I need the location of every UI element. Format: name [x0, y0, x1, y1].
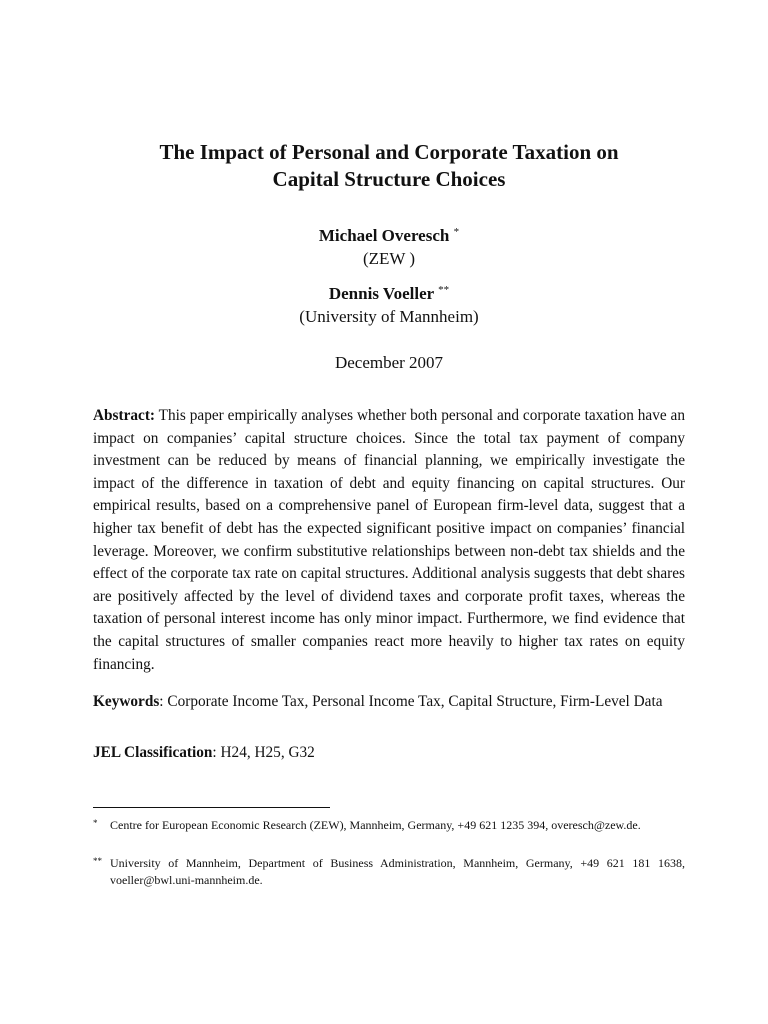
abstract-text: This paper empirically analyses whether both personal and corporate taxation have an impact on companies’ capital structure choices. Since the total tax payment of company investment can be reduced by means of financial planning, we empirically investigate the impact of the difference in taxation of debt and equity financing on capital structures. Our empirical results, based on a comprehensive panel of European firm-level data, suggest that a higher tax benefit of debt has the expected significant positive impact on companies’ financial leverage. Moreover, we confirm substitutive relationships between non-debt tax shields and the effect of the corporate tax rate on capital structures. Additional analysis suggests that debt shares are positively affected by the level of dividend taxes and corporate profit taxes, whereas the taxation of personal interest income has only minor impact. Furthermore, we find evidence that the capital structures of smaller companies react more heavily to higher tax rates on equity financing.	[93, 407, 685, 673]
paper-title	[90, 139, 688, 193]
author-footnote-mark-2: **	[438, 284, 450, 296]
keywords	[93, 693, 685, 712]
footnote-divider	[93, 807, 330, 808]
paper-title-line-2: Capital Structure Choices	[272, 167, 506, 191]
abstract-label: Abstract:	[93, 407, 156, 424]
author-name-2	[90, 279, 688, 305]
author-block-1	[90, 221, 688, 270]
footnote-2-text: University of Mannheim, Department of Business Administration, Mannheim, Germany, +49 621 181 1638, voeller@bwl.uni-mannheim.de.	[110, 856, 685, 887]
paper-title-line-1: The Impact of Personal and Corporate Taxation on	[159, 140, 619, 164]
jel-text: : H24, H25, G32	[212, 744, 315, 761]
keywords-label: Keywords	[93, 693, 160, 710]
author-affiliation-1: (ZEW )	[362, 249, 416, 268]
jel-classification	[93, 743, 685, 763]
author-block-2	[90, 279, 688, 328]
abstract	[93, 405, 685, 676]
author-name-1-text: Michael Overesch	[318, 226, 450, 245]
footnote-1-mark: *	[93, 818, 98, 828]
footnote-2	[93, 855, 685, 889]
author-name-1	[90, 221, 688, 247]
keywords-text: : Corporate Income Tax, Personal Income Tax, Capital Structure, Firm-Level Data	[159, 693, 663, 710]
author-affiliation-2: (University of Mannheim)	[299, 307, 479, 326]
author-name-2-text: Dennis Voeller	[328, 284, 434, 303]
paper-date: December 2007	[334, 353, 444, 372]
footnote-2-mark: **	[93, 856, 102, 866]
jel-label: JEL Classification	[93, 744, 213, 761]
footnote-1-text: Centre for European Economic Research (ZEW), Mannheim, Germany, +49 621 1235 394, overesch@zew.de.	[110, 818, 641, 832]
author-footnote-mark-1: *	[453, 226, 460, 238]
footnote-1	[93, 817, 685, 834]
